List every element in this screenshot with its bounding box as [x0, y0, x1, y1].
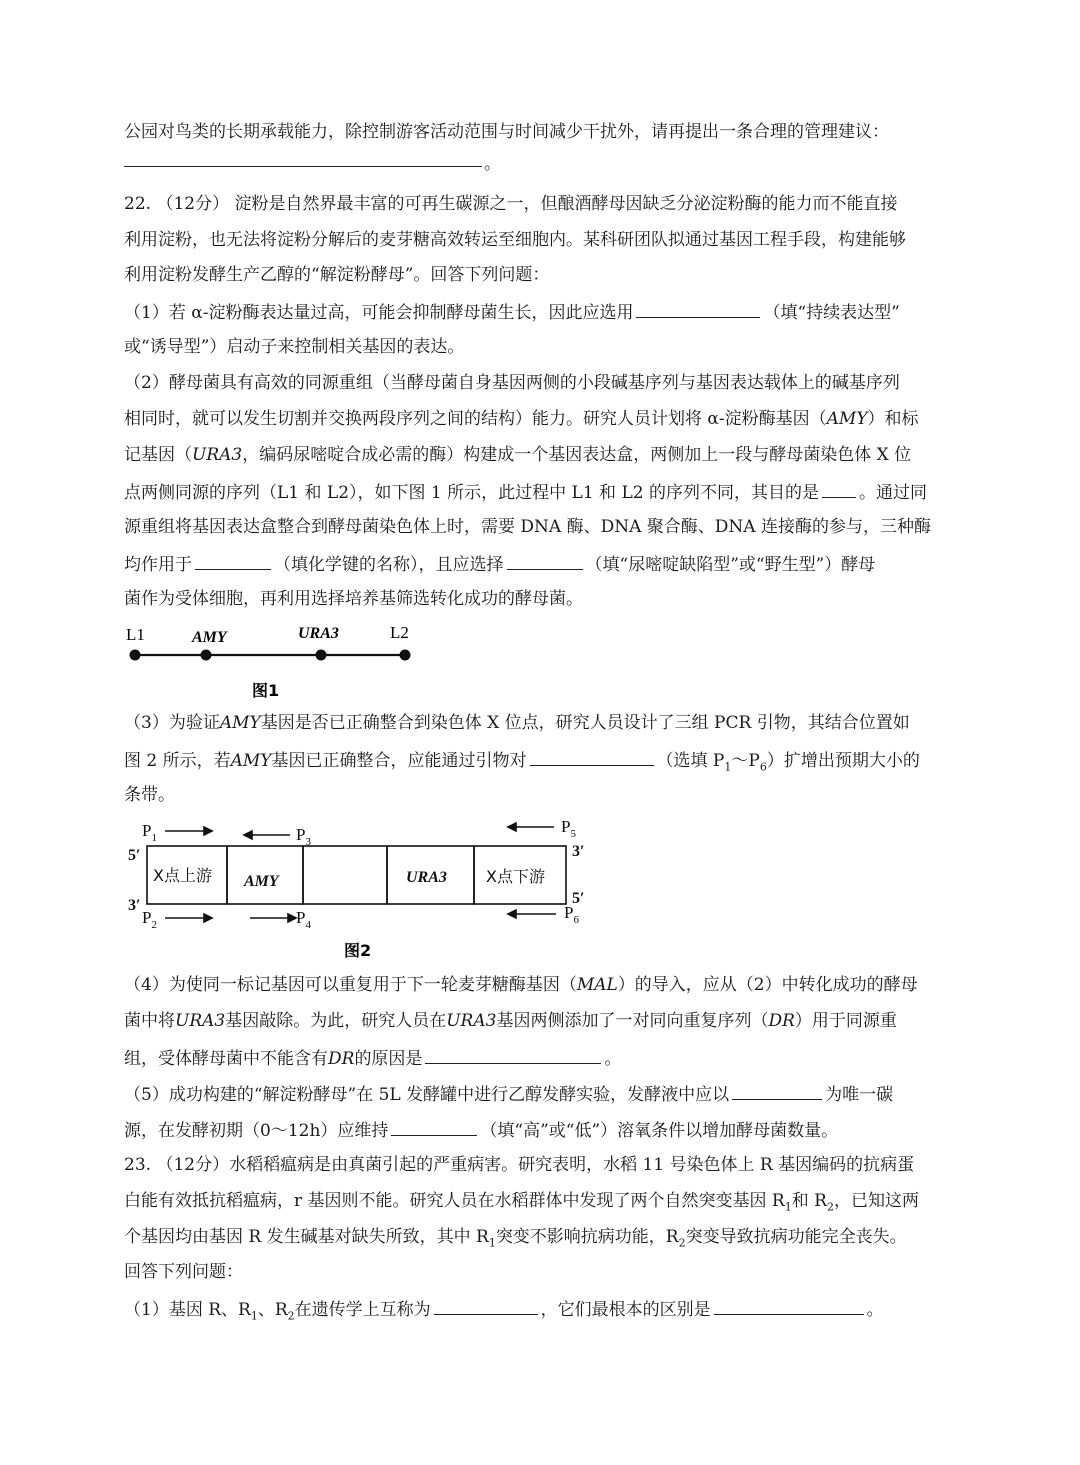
q22-sub1-line2: 或“诱导型”）启动子来控制相关基因的表达。 — [124, 337, 465, 357]
fig2-box-empty — [303, 846, 387, 904]
answer-blank[interactable] — [636, 299, 760, 318]
q22-sub2-line2: 相同时，就可以发生切割并交换两段序列之间的结构）能力。研究人员计划将 α-淀粉酶基因（AMY）和标 — [124, 409, 919, 429]
fig2-box-label-amy: AMY — [244, 873, 279, 890]
figure-1 — [120, 618, 440, 708]
q22-sub3-line1: （3）为验证AMY基因是否已正确整合到染色体 X 位点，研究人员设计了三组 PCR 引物，其结合位置如 — [124, 713, 910, 733]
q22-sub4-line3: 组，受体酵母菌中不能含有DR的原因是 。 — [124, 1045, 621, 1071]
answer-blank[interactable] — [507, 551, 583, 570]
fig1-node-l2 — [400, 650, 411, 661]
fig1-node-amy — [201, 650, 212, 661]
fig1-node-l1 — [130, 650, 141, 661]
fig1-label-ura3: URA3 — [298, 625, 339, 642]
fig2-primer-p3: $P_3$ — [296, 825, 311, 848]
answer-blank[interactable] — [425, 1045, 601, 1064]
q23-intro-1: 23. （12分）水稻稻瘟病是由真菌引起的严重病害。研究表明，水稻 11 号染色体上 R 基因编码的抗病蛋 — [124, 1155, 915, 1175]
fig2-box-label-x-downstream: X点下游 — [486, 867, 545, 886]
fig2-end-right-top: 3′ — [572, 843, 585, 860]
answer-blank[interactable] — [124, 166, 482, 167]
q22-sub4-line1: （4）为使同一标记基因可以重复用于下一轮麦芽糖酶基因（MAL）的导入，应从（2）中转化成功的酵母 — [124, 975, 918, 995]
answer-blank[interactable] — [195, 551, 271, 570]
fig2-primer-p2: $P_2$ — [142, 908, 157, 931]
answer-blank[interactable] — [434, 1296, 538, 1315]
answer-blank[interactable] — [530, 747, 654, 766]
answer-blank[interactable] — [732, 1081, 822, 1100]
q21-tail-line: 公园对鸟类的长期承载能力，除控制游客活动范围与时间减少干扰外，请再提出一条合理的管理建议： — [124, 122, 889, 142]
fig2-caption: 图2 — [344, 941, 372, 960]
q22-sub3-line2: 图 2 所示，若AMY基因已正确整合，应能通过引物对 （选填 $P_1\sim P_6$）扩增出预期大小的 — [124, 747, 920, 779]
q22-sub2-line7: 菌作为受体细胞，再利用选择培养基筛选转化成功的酵母菌。 — [124, 589, 583, 609]
q22-sub4-line2: 菌中将URA3基因敲除。为此，研究人员在URA3基因两侧添加了一对同向重复序列（DR）用于同源重 — [124, 1011, 897, 1031]
q23-intro-2: 白能有效抵抗稻瘟病，r 基因则不能。研究人员在水稻群体中发现了两个自然突变基因 $R_1$和 $R_2$，已知这两 — [124, 1191, 919, 1214]
q23-sub1: （1）基因 R、$R_1$、$R_2$在遗传学上互称为 ，它们最根本的区别是 。 — [124, 1296, 884, 1328]
fig2-primer-p6: $P_6$ — [564, 903, 579, 926]
answer-blank[interactable] — [822, 479, 856, 498]
fig1-caption: 图1 — [252, 681, 280, 700]
q23-intro-3: 个基因均由基因 R 发生碱基对缺失所致，其中 $R_1$突变不影响抗病功能，$R_2$突变导致抗病功能完全丧失。 — [124, 1227, 907, 1250]
q23-intro-4: 回答下列问题： — [124, 1262, 243, 1282]
fig2-primer-p4: $P_4$ — [296, 908, 311, 931]
answer-blank[interactable] — [714, 1296, 864, 1315]
q22-sub2-line4: 点两侧同源的序列（L1 和 L2），如下图 1 所示，此过程中 L1 和 L2 的序列不同，其目的是 。通过同 — [124, 479, 927, 505]
q22-sub2-line3: 记基因（URA3，编码尿嘧啶合成必需的酶）构建成一个基因表达盒，两侧加上一段与酵母菌染色体 X 位 — [124, 445, 912, 465]
fig2-primer-p5: $P_5$ — [561, 817, 576, 840]
fig1-label-amy: AMY — [192, 629, 227, 646]
fig2-box-label-ura3: URA3 — [406, 869, 447, 886]
fig1-label-l2: L2 — [390, 623, 409, 642]
q22-sub5-line2: 源，在发酵初期（0～12h）应维持 （填“高”或“低”）溶氧条件以增加酵母菌数量。 — [124, 1117, 838, 1143]
fig2-end-left-top: 5′ — [128, 847, 141, 864]
q22-sub2-line5: 源重组将基因表达盒整合到酵母菌染色体上时，需要 DNA 酶、DNA 聚合酶、DNA 连接酶的参与，三种酶 — [124, 517, 931, 537]
fig1-node-ura3 — [316, 650, 327, 661]
q22-sub1-line1: （1）若 α-淀粉酶表达量过高，可能会抑制酵母菌生长，因此应选用 （填“持续表达型” — [124, 299, 900, 325]
answer-blank[interactable] — [391, 1117, 477, 1136]
q22-sub3-line3: 条带。 — [124, 785, 175, 805]
q22-sub5-line1: （5）成功构建的“解淀粉酵母”在 5L 发酵罐中进行乙醇发酵实验，发酵液中应以 为唯一碳 — [124, 1081, 893, 1107]
q22-sub2-line6: 均作用于 （填化学键的名称），且应选择 （填“尿嘧啶缺陷型”或“野生型”）酵母 — [124, 551, 875, 577]
fig2-end-left-bottom: 3′ — [128, 897, 141, 914]
fig2-primer-p1: $P_1$ — [142, 821, 157, 844]
q22-intro-1: 22. （12分） 淀粉是自然界最丰富的可再生碳源之一，但酿酒酵母因缺乏分泌淀粉酶的能力而不能直接 — [124, 194, 898, 214]
fig2-end-right-bottom: 5′ — [572, 890, 585, 907]
q22-intro-3: 利用淀粉发酵生产乙醇的“解淀粉酵母”。回答下列问题： — [124, 265, 550, 285]
q22-intro-2: 利用淀粉，也无法将淀粉分解后的麦芽糖高效转运至细胞内。某科研团队拟通过基因工程手段，构建能够 — [124, 230, 906, 250]
fig1-label-l1: L1 — [126, 625, 145, 644]
q21-end: 。 — [484, 154, 501, 174]
figure-2 — [120, 810, 600, 970]
fig2-box-label-x-upstream: X点上游 — [153, 866, 212, 885]
q22-sub2-line1: （2）酵母菌具有高效的同源重组（当酵母菌自身基因两侧的小段碱基序列与基因表达载体上的碱基序列 — [124, 373, 900, 393]
